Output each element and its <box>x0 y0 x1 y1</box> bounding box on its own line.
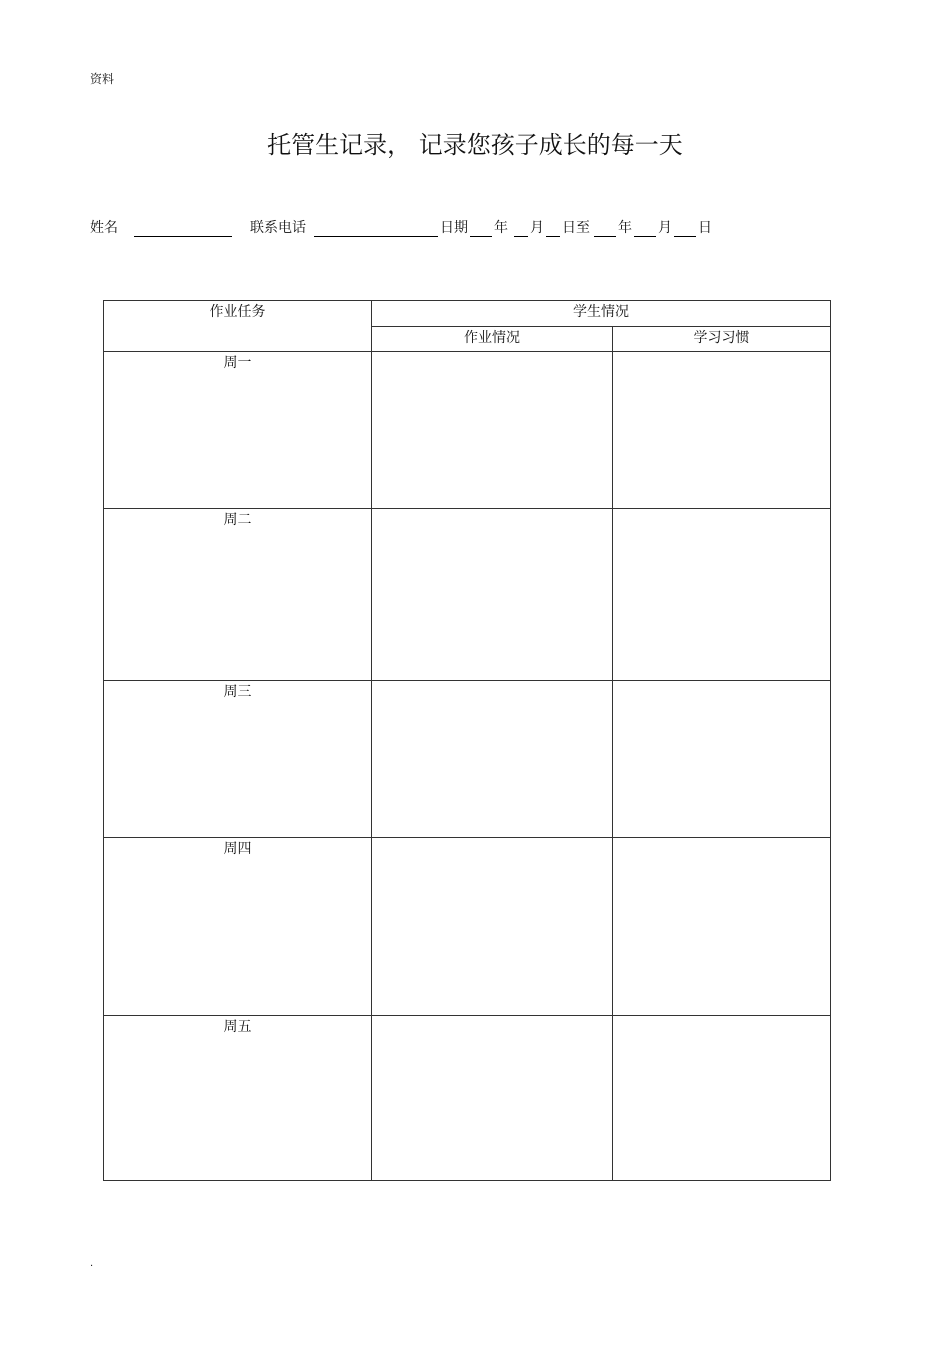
end-month-label: 月 <box>658 220 672 236</box>
info-line <box>90 217 712 237</box>
col-student-header: 学生情况 <box>372 301 831 327</box>
end-year-label: 年 <box>618 220 632 236</box>
table-row <box>104 352 831 509</box>
start-year-label: 年 <box>494 220 508 236</box>
phone-label: 联系电话 <box>250 220 306 236</box>
footer-mark: . <box>90 1258 94 1269</box>
day-label: 周二 <box>223 512 252 528</box>
col-homework-header: 作业情况 <box>372 327 613 352</box>
day-label: 周一 <box>223 355 252 371</box>
page-header-label: 资料 <box>90 72 115 86</box>
habit-cell[interactable] <box>613 1016 831 1181</box>
day-label: 周五 <box>223 1019 252 1035</box>
day-cell <box>104 509 372 681</box>
page-title: 托管生记录， 记录您孩子成长的每一天 <box>267 131 683 159</box>
table-row <box>104 838 831 1016</box>
end-month-field[interactable] <box>634 222 656 237</box>
homework-cell[interactable] <box>372 352 613 509</box>
end-day-field[interactable] <box>674 222 696 237</box>
end-year-field[interactable] <box>594 222 616 237</box>
table-row <box>104 681 831 838</box>
record-table <box>103 300 831 1181</box>
col-task-header: 作业任务 <box>104 301 372 352</box>
start-month-field[interactable] <box>514 222 528 237</box>
name-label: 姓名 <box>90 220 118 236</box>
habit-cell[interactable] <box>613 681 831 838</box>
table-row <box>104 1016 831 1181</box>
col-habit-header: 学习习惯 <box>613 327 831 352</box>
day-cell <box>104 838 372 1016</box>
day-label: 周三 <box>223 684 252 700</box>
day-label: 周四 <box>223 841 252 857</box>
name-field[interactable] <box>134 222 232 237</box>
homework-cell[interactable] <box>372 838 613 1016</box>
homework-cell[interactable] <box>372 681 613 838</box>
day-cell <box>104 681 372 838</box>
homework-cell[interactable] <box>372 1016 613 1181</box>
date-label: 日期 <box>440 220 468 236</box>
habit-cell[interactable] <box>613 838 831 1016</box>
table-row <box>104 509 831 681</box>
start-day-field[interactable] <box>546 222 560 237</box>
homework-cell[interactable] <box>372 509 613 681</box>
habit-cell[interactable] <box>613 509 831 681</box>
habit-cell[interactable] <box>613 352 831 509</box>
start-day-label: 日至 <box>562 220 590 236</box>
day-cell <box>104 352 372 509</box>
start-month-label: 月 <box>530 220 544 236</box>
header-row-1 <box>104 301 831 327</box>
phone-field[interactable] <box>314 222 438 237</box>
day-cell <box>104 1016 372 1181</box>
start-year-field[interactable] <box>470 222 492 237</box>
end-day-label: 日 <box>698 220 712 236</box>
